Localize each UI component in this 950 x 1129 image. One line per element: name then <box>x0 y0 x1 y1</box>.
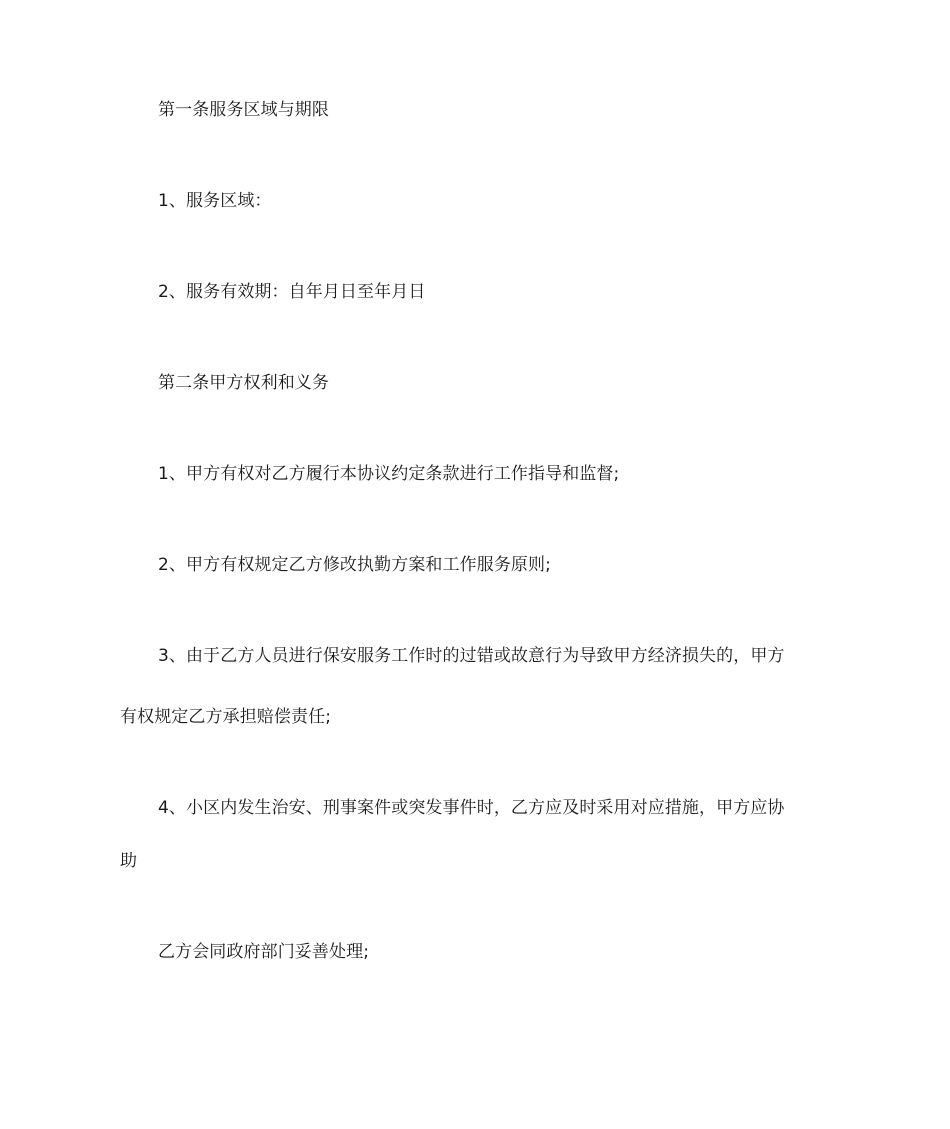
paragraph-line: 3、由于乙方人员进行保安服务工作时的过错或故意行为导致甲方经济损失的，甲方 <box>158 646 785 666</box>
paragraph-line: 2、服务有效期：自年月日至年月日 <box>158 282 426 302</box>
paragraph-line-continuation: 助 <box>120 851 138 871</box>
paragraph-line-continuation: 有权规定乙方承担赔偿责任; <box>120 707 332 727</box>
paragraph-line: 1、甲方有权对乙方履行本协议约定条款进行工作指导和监督; <box>158 464 620 484</box>
paragraph-line: 1、服务区域： <box>158 191 272 211</box>
paragraph-line: 乙方会同政府部门妥善处理; <box>158 942 370 962</box>
paragraph-line: 4、小区内发生治安、刑事案件或突发事件时，乙方应及时采用对应措施，甲方应协 <box>158 798 785 818</box>
paragraph-line: 2、甲方有权规定乙方修改执勤方案和工作服务原则; <box>158 555 551 575</box>
section-heading-2: 第二条甲方权利和义务 <box>158 373 329 393</box>
section-heading-1: 第一条服务区域与期限 <box>158 100 329 120</box>
